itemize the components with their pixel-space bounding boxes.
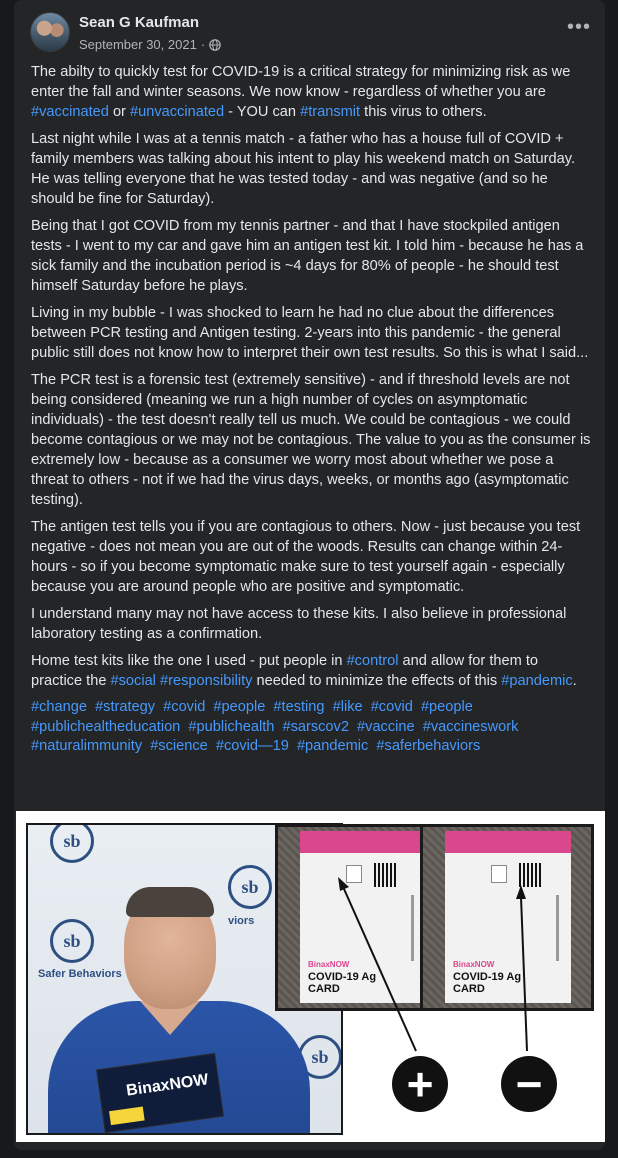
post-paragraph bbox=[31, 129, 591, 209]
hashtag-link[interactable]: #testing bbox=[273, 699, 325, 715]
post-header bbox=[14, 0, 605, 60]
paragraph-text: Last night while I was at a tennis match - a father who has a house full of COVID + family members was talking about his intent to play his weekend match on Saturday. He was telling everyone that he was tested today - and was negative (and so he should be fine for Saturday). bbox=[31, 131, 576, 207]
card-label: BinaxNOW COVID-19 Ag CARD bbox=[453, 960, 522, 995]
arrow-head-negative bbox=[516, 885, 526, 899]
post-date[interactable]: September 30, 2021 bbox=[79, 37, 197, 52]
paragraph-text: The antigen test tells you if you are contagious to others. Now - just because you test negative - does not mean you are out of the woods. Results can change within 24-hours - so if you become symptomatic make sure to test yourself again - especially because you are around people who are positive and symptomatic. bbox=[31, 519, 581, 595]
arrow-line-negative bbox=[521, 897, 527, 1051]
hashtag-link[interactable]: #saferbehaviors bbox=[376, 738, 481, 754]
post-text bbox=[31, 62, 591, 757]
hashtag-link[interactable]: #strategy bbox=[95, 699, 156, 715]
paragraph-text: Living in my bubble - I was shocked to learn he had no clue about the differences between PCR testing and Antigen testing. 2-years into this pandemic - the general public still does not know how to interpret their own test results. So this is what I said... bbox=[31, 305, 589, 361]
hashtag-link[interactable]: #pandemic bbox=[501, 673, 573, 689]
paragraph-text: this virus to others. bbox=[360, 104, 487, 120]
paragraph-text: Being that I got COVID from my tennis partner - and that I have stockpiled antigen tests - I went to my car and gave him an antigen test kit. I told him - because he has a sick family and the incubation period is ~4 days for 80% of people - he should test himself Saturday before he plays. bbox=[31, 218, 584, 294]
logo-caption: Safer Behaviors bbox=[38, 968, 122, 980]
hashtag-link[interactable]: #covid bbox=[163, 699, 206, 715]
hashtag-link[interactable]: #pandemic bbox=[296, 738, 369, 754]
post-paragraph bbox=[31, 604, 591, 644]
paragraph-text: I understand many may not have access to these kits. I also believe in professional laboratory testing as a confirmation. bbox=[31, 606, 567, 642]
hashtag-link[interactable]: #people bbox=[213, 699, 266, 715]
safer-behaviors-logo: sb bbox=[50, 823, 94, 863]
post-paragraph bbox=[31, 517, 591, 597]
hashtag-link[interactable]: #transmit bbox=[300, 104, 361, 120]
post-paragraph bbox=[31, 370, 591, 510]
post-meta bbox=[79, 37, 221, 52]
hashtag-link[interactable]: #publichealth bbox=[188, 718, 275, 735]
hashtag-link[interactable]: #social bbox=[110, 673, 156, 689]
hashtag-link[interactable]: #responsibility bbox=[160, 673, 253, 689]
hashtag-link[interactable]: #like bbox=[332, 699, 363, 715]
arrow-line-positive bbox=[344, 889, 416, 1051]
hashtag-list bbox=[31, 698, 591, 757]
hashtag-link[interactable]: #publichealtheducation bbox=[31, 718, 181, 735]
post-image[interactable] bbox=[16, 811, 605, 1142]
paragraph-text: The PCR test is a forensic test (extremely sensitive) - and if threshold levels are not being considered (meaning we run a high number of cycles on asymptomatic individuals) - the test doesn't really tell us much. We could be contagious - we could become contagious or we may not be contagious. The value to you as the consumer is extremely low - because as a consumer we worry most about whether we pose a threat to others - not if we had the virus days, weeks, or months ago (asymptomatic testing). bbox=[31, 372, 591, 508]
hashtag-link[interactable]: #science bbox=[150, 738, 208, 754]
paragraph-text: The abilty to quickly test for COVID-19 is a critical strategy for minimizing risk as we enter the fall and winter seasons. We now know - regardless of whether you are bbox=[31, 64, 571, 100]
card-label: BinaxNOW COVID-19 Ag CARD bbox=[308, 960, 377, 995]
paragraph-text: - YOU can bbox=[224, 104, 301, 120]
paragraph-text: needed to minimize the effects of this bbox=[252, 673, 502, 689]
hashtag-link[interactable]: #covid bbox=[370, 699, 413, 715]
avatar[interactable] bbox=[30, 12, 70, 52]
more-options-button[interactable]: ••• bbox=[567, 16, 592, 38]
hashtag-link[interactable]: #unvaccinated bbox=[129, 104, 225, 120]
safer-behaviors-logo: sb bbox=[228, 865, 272, 909]
paragraph-text: Home test kits like the one I used - put people in bbox=[31, 653, 347, 669]
hashtag-link[interactable]: #sarscov2 bbox=[282, 718, 349, 735]
hashtag-link[interactable]: #vaccinated bbox=[31, 104, 109, 120]
hashtag-link[interactable]: #vaccine bbox=[357, 718, 415, 735]
hashtag-link[interactable]: #change bbox=[31, 699, 87, 715]
post-paragraph bbox=[31, 216, 591, 296]
safer-behaviors-logo: sb bbox=[50, 919, 94, 963]
logo-caption-partial: viors bbox=[228, 915, 255, 927]
post-paragraph bbox=[31, 62, 591, 122]
paragraph-text: and allow for them to practice the bbox=[31, 653, 539, 689]
globe-icon bbox=[209, 39, 221, 51]
safer-behaviors-logo: sb bbox=[298, 1035, 342, 1079]
hashtag-link[interactable]: #covid—19 bbox=[215, 738, 289, 754]
arrow-head-positive bbox=[338, 877, 349, 891]
meta-separator: · bbox=[200, 37, 206, 52]
plus-icon: + bbox=[392, 1056, 448, 1112]
minus-icon: − bbox=[501, 1056, 557, 1112]
paragraph-text: . bbox=[572, 673, 577, 689]
facebook-post bbox=[14, 0, 605, 1150]
hashtag-link[interactable]: #people bbox=[420, 699, 473, 715]
hashtag-link[interactable]: #naturalimmunity bbox=[31, 738, 143, 754]
author-name[interactable]: Sean G Kaufman bbox=[79, 14, 200, 31]
box-brand: BinaxNOW bbox=[125, 1071, 210, 1100]
post-paragraph bbox=[31, 651, 591, 691]
hashtag-link[interactable]: #vaccineswork bbox=[422, 718, 519, 735]
post-paragraph bbox=[31, 303, 591, 363]
hashtag-link[interactable]: #control bbox=[346, 653, 399, 669]
paragraph-text: or bbox=[108, 104, 130, 120]
